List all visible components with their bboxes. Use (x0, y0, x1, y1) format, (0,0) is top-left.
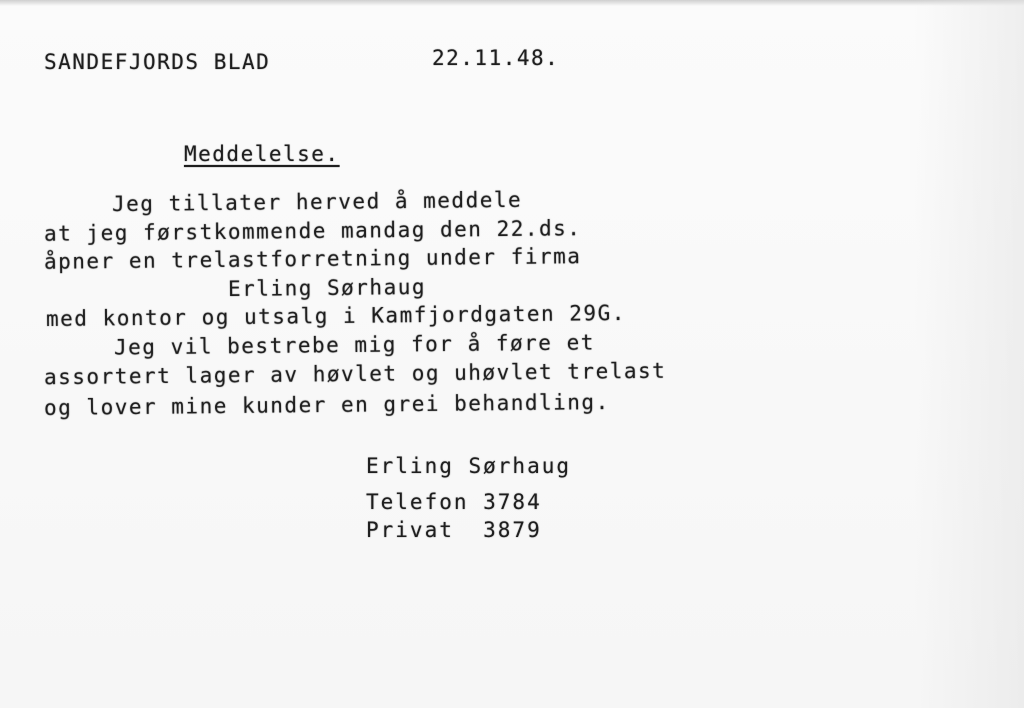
body-line-7: assortert lager av høvlet og uhøvlet trelast (43, 358, 667, 390)
body-line-1: Jeg tillater herved å meddele (111, 187, 523, 217)
paper-top-edge (0, 0, 1024, 6)
document-date: 22.11.48. (432, 46, 560, 70)
document-title: Meddelelse. (184, 142, 340, 166)
body-line-8: og lover mine kunder en grei behandling. (43, 390, 610, 420)
publication-name: SANDEFJORDS BLAD (44, 50, 271, 74)
body-line-4: Erling Sørhaug (227, 274, 427, 302)
body-line-3: åpner en trelastforretning under firma (43, 244, 582, 274)
signature-name: Erling Sørhaug (366, 454, 572, 478)
body-line-5: med kontor og utsalg i Kamfjordgaten 29G. (45, 300, 626, 332)
body-line-2: at jeg førstkommende mandag den 22.ds. (43, 216, 582, 246)
paper-right-shade (914, 0, 1024, 708)
body-line-6: Jeg vil bestrebe mig for å føre et (113, 330, 595, 360)
signature-phone: Telefon 3784 (366, 490, 542, 514)
signature-private-phone: Privat 3879 (366, 518, 542, 542)
